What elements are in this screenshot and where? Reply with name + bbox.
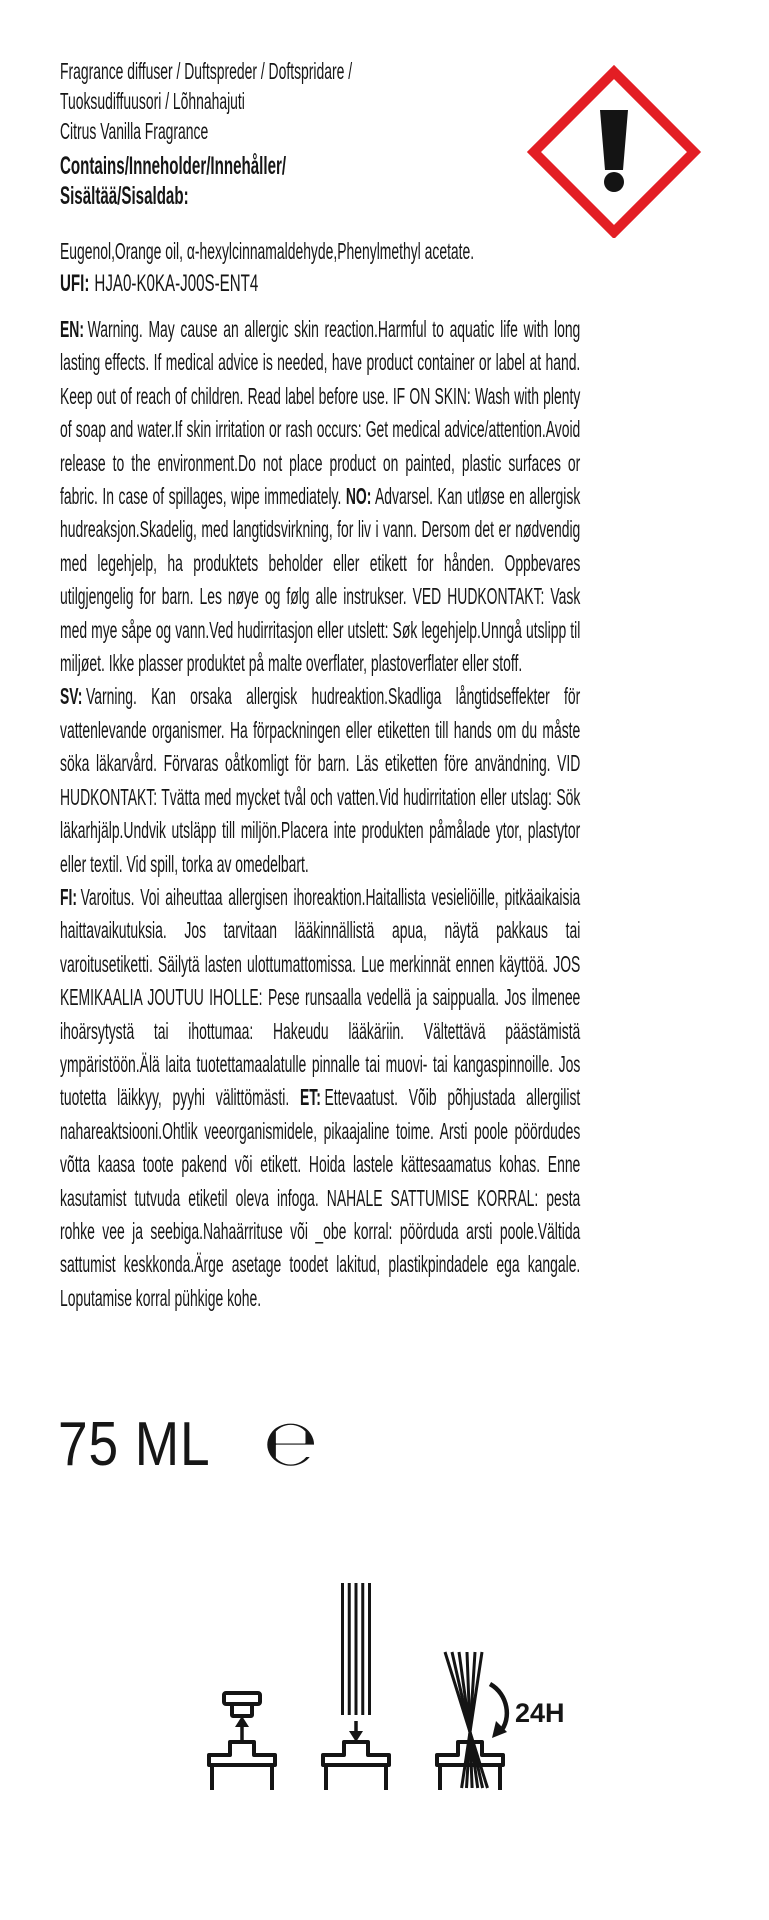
warning-text-no: Advarsel. Kan utløse en allergisk hudreaksjon.Skadelig, med langtidsvirkning, for liv i vann. Dersom det er nødvendig med legehjelp, ha produktets beholder eller etikett for hånden. Oppbevares utilgjengelig for barn. Les nøye og følg alle instrukser. VED HUDKONTAKT: Vask med mye såpe og vann.Ved hudirritasjon eller utslett: Søk legehjelp.Unngå utslipp til miljøet. Ikke plasser produktet på malte overflater, plastoverflater eller stoff.	[60, 483, 581, 677]
lang-tag-et: ET:	[299, 1084, 321, 1111]
ufi-label: UFI:	[60, 270, 90, 297]
warning-text-sv: Varning. Kan orsaka allergisk hudreaktion.Skadliga långtidseffekter för vattenlevande organismer. Ha förpackningen eller etiketten till hands om du måste söka läkarvård. Förvaras oåtkomligt för barn. Läs etiketten före användning. VID HUDKONTAKT: Tvätta med mycket tvål och vatten.Vid hudirritation eller utslag: Sök läkarhjälp.Undvik utsläpp till miljön.Placera inte produkten påmålade ytor, plastytor eller textil. Vid spill, torka av omedelbart.	[60, 683, 581, 877]
product-title-line-1: Fragrance diffuser / Duftspreder / Doftspridare /	[60, 58, 353, 84]
ghs07-exclamation-icon	[527, 62, 703, 238]
contains-heading-line-1: Contains/Inneholder/Innehåller/	[60, 152, 287, 180]
usage-instructions	[170, 1572, 650, 1807]
hazard-statements	[60, 313, 580, 1315]
ingredients-text: Eugenol,Orange oil, α-hexylcinnamaldehyde,Phenylmethyl acetate.	[60, 238, 475, 264]
warning-text-et: Ettevaatust. Võib põhjustada allergilist nahareaktsiooni.Ohtlik veeorganismidele, pikaajaline toime. Arsti poole pöördudes võtta kaasa toote pakend või etikett. Hoida lastele kättesaamatus kohas. Enne kasutamist tutvuda etiketil oleva infoga. NAHALE SATTUMISE KORRAL: pesta rohke vee ja seebiga.Nahaärrituse või _obe korral: pöörduda arsti poole.Vältida sattumist keskkonda.Ärge asetage toodet lakitud, plastikpindadele ega kangale. Loputamise korral pühkige kohe.	[60, 1084, 581, 1311]
label-header	[60, 56, 508, 211]
ufi-code: HJA0-K0KA-J00S-ENT4	[94, 270, 259, 297]
product-title-line-3: Citrus Vanilla Fragrance	[60, 118, 209, 144]
duration-label: 24H	[515, 1698, 565, 1728]
warning-paragraph-sv	[60, 680, 580, 880]
estimated-sign-icon: ℮	[263, 1407, 319, 1481]
insert-reeds-icon	[323, 1583, 389, 1790]
warning-paragraph-fi-et	[60, 881, 580, 1315]
remove-cap-icon	[209, 1693, 275, 1790]
product-title-line-2: Tuoksudiffuusori / Lõhnahajuti	[60, 88, 245, 114]
lang-tag-sv: SV:	[60, 683, 83, 710]
warning-paragraph-en-no	[60, 313, 580, 680]
ufi-line	[60, 270, 438, 298]
warning-text-en: Warning. May cause an allergic skin reaction.Harmful to aquatic life with long lasting effects. If medical advice is needed, have product container or label at hand. Keep out of reach of children. Read label before use. IF ON SKIN: Wash with plenty of soap and water.If skin irritation or rash occurs: Get medical advice/attention.Avoid release to the environment.Do not place product on painted, plastic surfaces or fabric. In case of spillages, wipe immediately.	[60, 316, 581, 510]
usage-pictograms	[170, 1572, 650, 1807]
volume-row	[58, 1407, 319, 1481]
lang-tag-no: NO:	[345, 483, 372, 510]
volume-text: 75 ML	[58, 1410, 211, 1479]
warning-text-fi: Varoitus. Voi aiheuttaa allergisen ihoreaktion.Haitallista vesieliöille, pitkäaikaisia haittavaikutuksia. Jos tarvitaan lääkinnällistä apua, näytä pakkaus tai varoitusetiketti. Säilytä lasten ulottumattomissa. Lue merkinnät ennen käyttöä. JOS KEMIKAALIA JOUTUU IHOLLE: Pese runsaalla vedellä ja saippualla. Jos ilmenee ihoärsytystä tai ihottumaa: Hakeudu lääkäriin. Vältettävä päästämistä ympäristöön.Älä laita tuotettamaalatulle pinnalle tai muovi- tai kangaspinnoille. Jos tuotetta läikkyy, pyyhi välittömästi.	[60, 883, 581, 1111]
lang-tag-fi: FI:	[60, 883, 78, 910]
contains-heading-line-2: Sisältää/Sisaldab:	[60, 182, 189, 210]
exclamation-dot	[604, 172, 624, 192]
lang-tag-en: EN:	[60, 316, 84, 342]
flip-reeds-icon	[437, 1652, 507, 1790]
